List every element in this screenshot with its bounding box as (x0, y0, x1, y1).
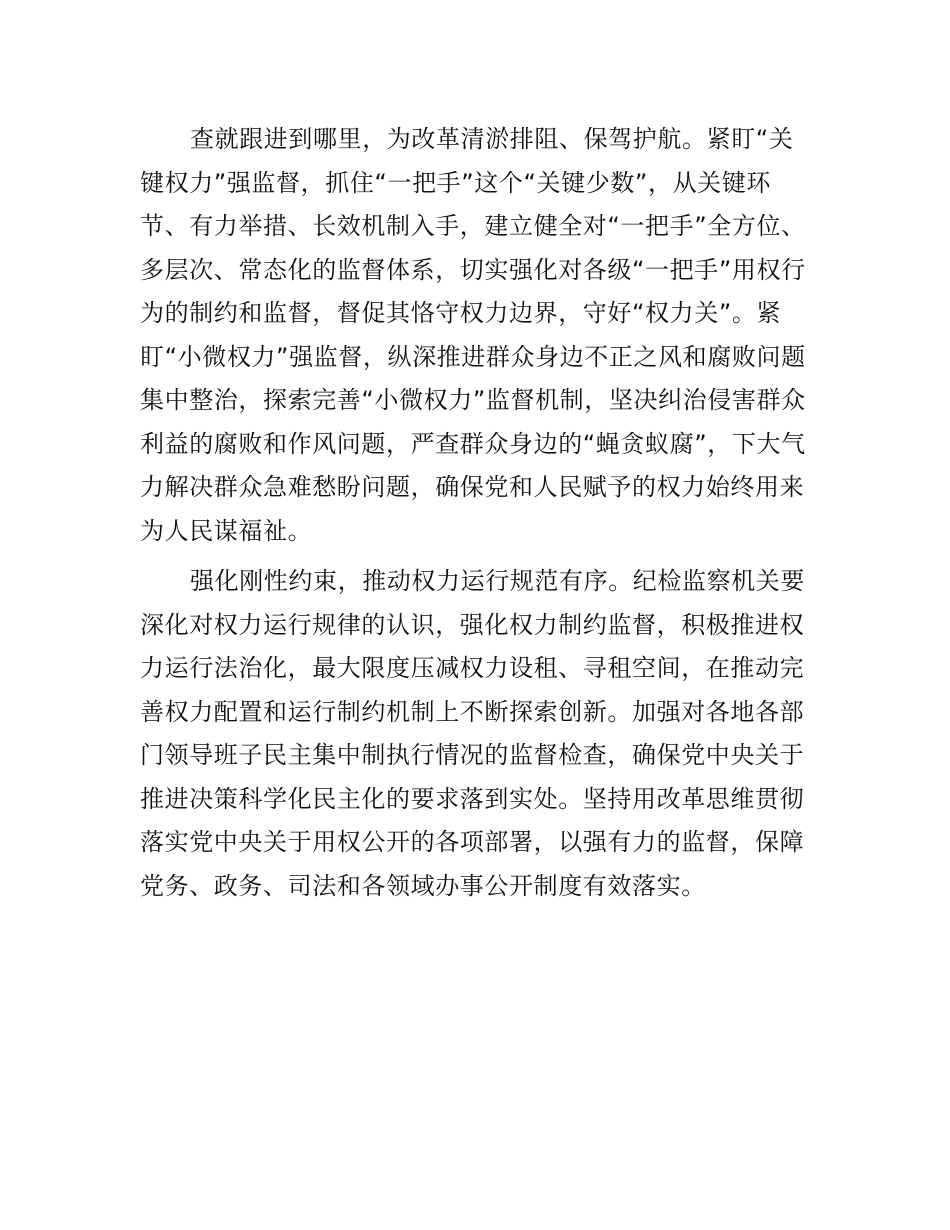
paragraph-2: 强化刚性约束，推动权力运行规范有序。纪检监察机关要深化对权力运行规律的认识，强化权力制约监督，积极推进权力运行法治化，最大限度压减权力设租、寻租空间，在推动完善权力配置和运行制约机制上不断探索创新。加强对各地各部门领导班子民主集中制执行情况的监督检查，确保党中央关于推进决策科学化民主化的要求落到实处。坚持用改革思维贯彻落实党中央关于用权公开的各项部署，以强有力的监督，保障党务、政务、司法和各领域办事公开制度有效落实。 (140, 567, 805, 900)
paragraph-1: 查就跟进到哪里，为改革清淤排阻、保驾护航。紧盯“关键权力”强监督，抓住“一把手”这个“关键少数”，从关键环节、有力举措、长效机制入手，建立健全对“一把手”全方位、多层次、常态化的监督体系，切实强化对各级“一把手”用权行为的制约和监督，督促其恪守权力边界，守好“权力关”。紧盯“小微权力”强监督，纵深推进群众身边不正之风和腐败问题集中整治，探索完善“小微权力”监督机制，坚决纠治侵害群众利益的腐败和作风问题，严查群众身边的“蝇贪蚁腐”，下大气力解决群众急难愁盼问题，确保党和人民赋予的权力始终用来为人民谋福祉。 (140, 125, 806, 545)
document-body (140, 118, 812, 908)
